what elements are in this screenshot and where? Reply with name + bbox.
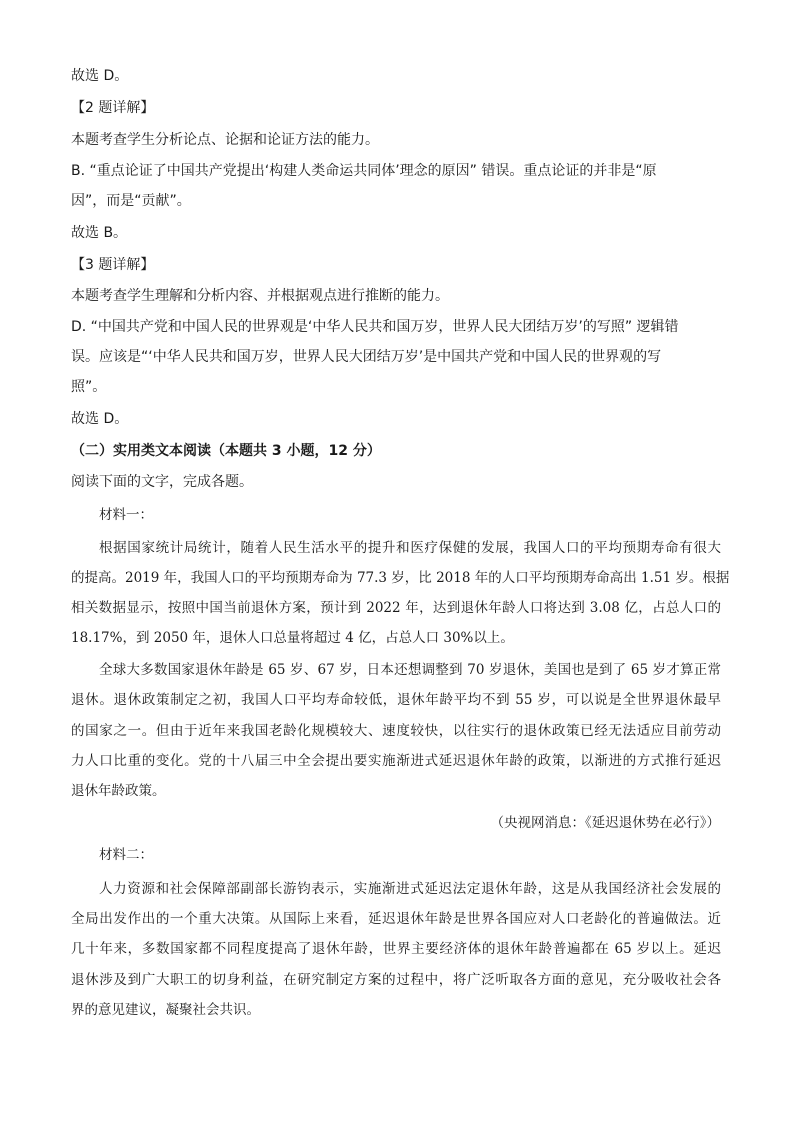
material-2-line: 退休涉及到广大职工的切身利益，在研究制定方案的过程中，将广泛听取各方面的意见，充分吸收社会各 [71, 972, 721, 988]
section-heading: （二）实用类文本阅读（本题共 3 小题，12 分） [71, 443, 381, 459]
material-1-line: 力人口比重的变化。党的十八届三中全会提出要实施渐进式延迟退休年龄的政策，以渐进的方式推行延迟 [71, 753, 721, 769]
answer-line: D. “中国共产党和中国人民的世界观是‘中华人民共和国万岁，世界人民大团结万岁’的写照” 逻辑错 [71, 319, 679, 335]
answer-line: B. “重点论证了中国共产党提出‘构建人类命运共同体’理念的原因” 错误。重点论证的并非是“原 [71, 163, 657, 179]
material-1-line: 相关数据显示，按照中国当前退休方案，预计到 2022 年，达到退休年龄人口将达到 3.08 亿，占总人口的 [71, 600, 721, 616]
answer-line: 故选 B。 [71, 225, 128, 241]
material-1-line: 的提高。2019 年，我国人口的平均预期寿命为 77.3 岁，比 2018 年的人口平均预期寿命高出 1.51 岁。根据 [71, 570, 730, 586]
material-1-source: （央视网消息：《延迟退休势在必行》） [490, 815, 720, 831]
material-1-line: 全球大多数国家退休年龄是 65 岁、67 岁，日本还想调整到 70 岁退休，美国也是到了 65 岁才算正常 [99, 662, 721, 678]
question-3-detail-heading: 【3 题详解】 [71, 257, 155, 273]
answer-line: 故选 D。 [71, 68, 129, 84]
material-1-label: 材料一： [99, 507, 153, 523]
material-2-line: 人力资源和社会保障部副部长游钧表示，实施渐进式延迟法定退休年龄，这是从我国经济社会发展的 [99, 881, 721, 897]
material-1-line: 退休年龄政策。 [71, 783, 166, 799]
material-1-line: 退休。退休政策制定之初，我国人口平均寿命较低，退休年龄平均不到 55 岁，可以说是全世界退休最早 [71, 692, 721, 708]
section-instruction: 阅读下面的文字，完成各题。 [71, 474, 253, 490]
answer-line: 误。应该是“‘中华人民共和国万岁，世界人民大团结万岁’是中国共产党和中国人民的世界观的写 [71, 349, 662, 365]
material-1-line: 根据国家统计局统计，随着人民生活水平的提升和医疗保健的发展，我国人口的平均预期寿命有很大 [99, 540, 721, 556]
answer-line: 本题考查学生理解和分析内容、并根据观点进行推断的能力。 [71, 288, 449, 304]
answer-line: 因”，而是“贡献”。 [71, 193, 191, 209]
answer-line: 照”。 [71, 379, 107, 395]
material-1-line: 的国家之一。但由于近年来我国老龄化规模较大、速度较快，以往实行的退休政策已经无法适应目前劳动 [71, 723, 721, 739]
question-2-detail-heading: 【2 题详解】 [71, 100, 155, 116]
material-1-line: 18.17%，到 2050 年，退休人口总量将超过 4 亿，占总人口 30%以上。 [71, 630, 514, 646]
material-2-line: 界的意见建议，凝聚社会共识。 [71, 1002, 260, 1018]
material-2-line: 几十年来，多数国家都不同程度提高了退休年龄，世界主要经济体的退休年龄普遍都在 65 岁以上。延迟 [71, 941, 721, 957]
material-2-line: 全局出发作出的一个重大决策。从国际上来看，延迟退休年龄是世界各国应对人口老龄化的普遍做法。近 [71, 911, 721, 927]
answer-line: 故选 D。 [71, 411, 129, 427]
material-2-label: 材料二： [99, 847, 153, 863]
answer-line: 本题考查学生分析论点、论据和论证方法的能力。 [71, 132, 379, 148]
